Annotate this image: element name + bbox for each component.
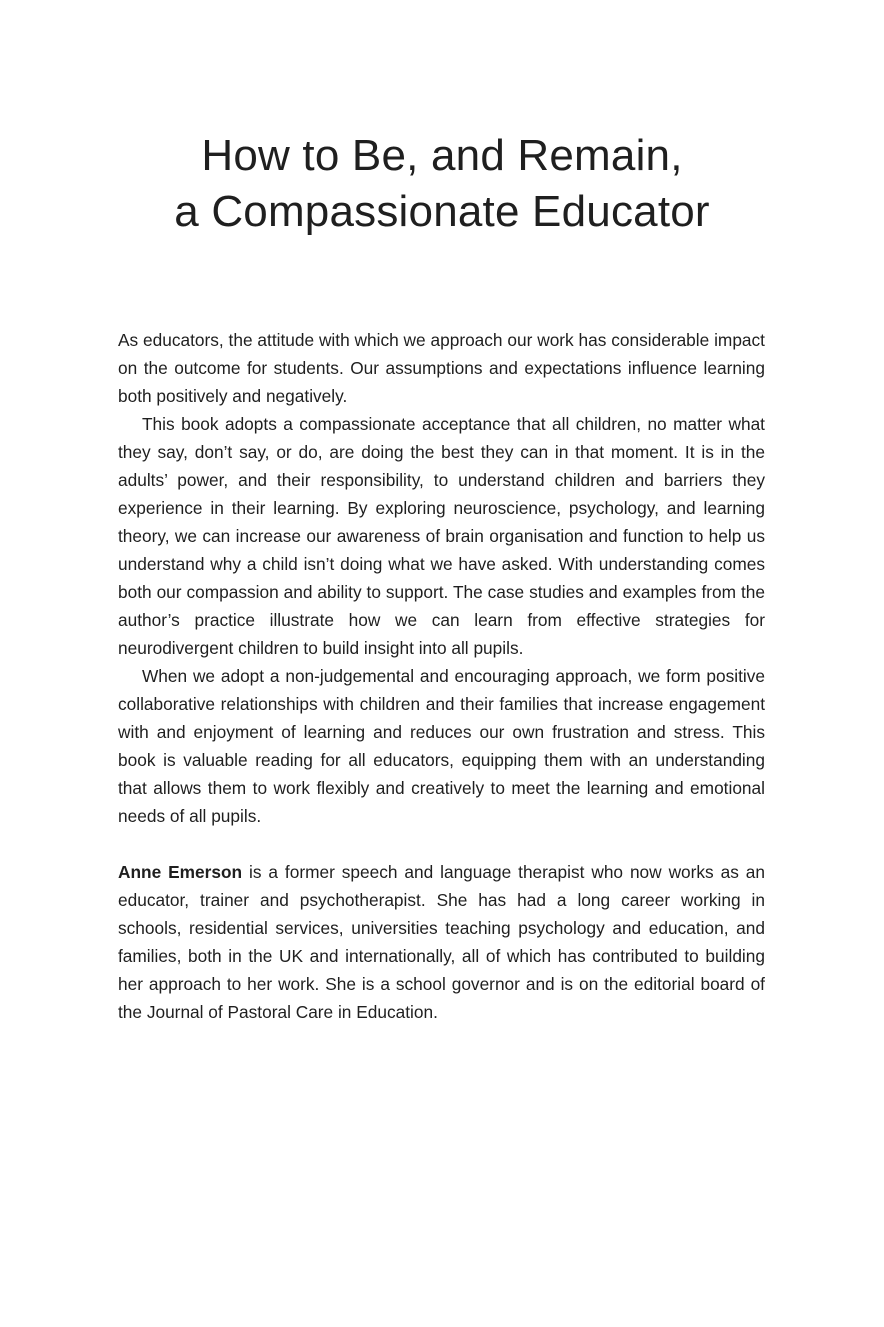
author-bio bbox=[118, 858, 765, 1026]
blurb-paragraph-2: This book adopts a compassionate acceptance that all children, no matter what they say, don’t say, or do, are doing the best they can in that moment. It is in the adults’ power, and their responsibility, to understand children and barriers they experience in their learning. By exploring neuroscience, psychology, and learning theory, we can increase our awareness of brain organisation and function to help us understand why a child isn’t doing what we have asked. With understanding comes both our compassion and ability to support. The case studies and examples from the author’s practice illustrate how we can learn from effective strategies for neurodivergent children to build insight into all pupils. bbox=[118, 414, 765, 658]
blurb-paragraph-1: As educators, the attitude with which we approach our work has considerable impact on the outcome for students. Our assumptions and expectations influence learning both positively and negatively. bbox=[118, 330, 765, 406]
blurb-body bbox=[118, 326, 765, 1026]
title-line-2: a Compassionate Educator bbox=[174, 187, 710, 236]
author-bio-text: is a former speech and language therapist who now works as an educator, trainer and psychotherapist. She has had a long career working in schools, residential services, universities teaching psychology and education, and families, both in the UK and internationally, all of which has contributed to building her approach to her work. She is a school governor and is on the editorial board of the Journal of Pastoral Care in Education. bbox=[118, 862, 765, 1022]
page-title bbox=[60, 128, 824, 240]
blurb-paragraph-3: When we adopt a non-judgemental and encouraging approach, we form positive collaborative relationships with children and their families that increase engagement with and enjoyment of learning and reduces our own frustration and stress. This book is valuable reading for all educators, equipping them with an understanding that allows them to work flexibly and creatively to meet the learning and emotional needs of all pupils. bbox=[118, 666, 765, 826]
author-name: Anne Emerson bbox=[118, 862, 243, 882]
title-line-1: How to Be, and Remain, bbox=[201, 131, 683, 180]
